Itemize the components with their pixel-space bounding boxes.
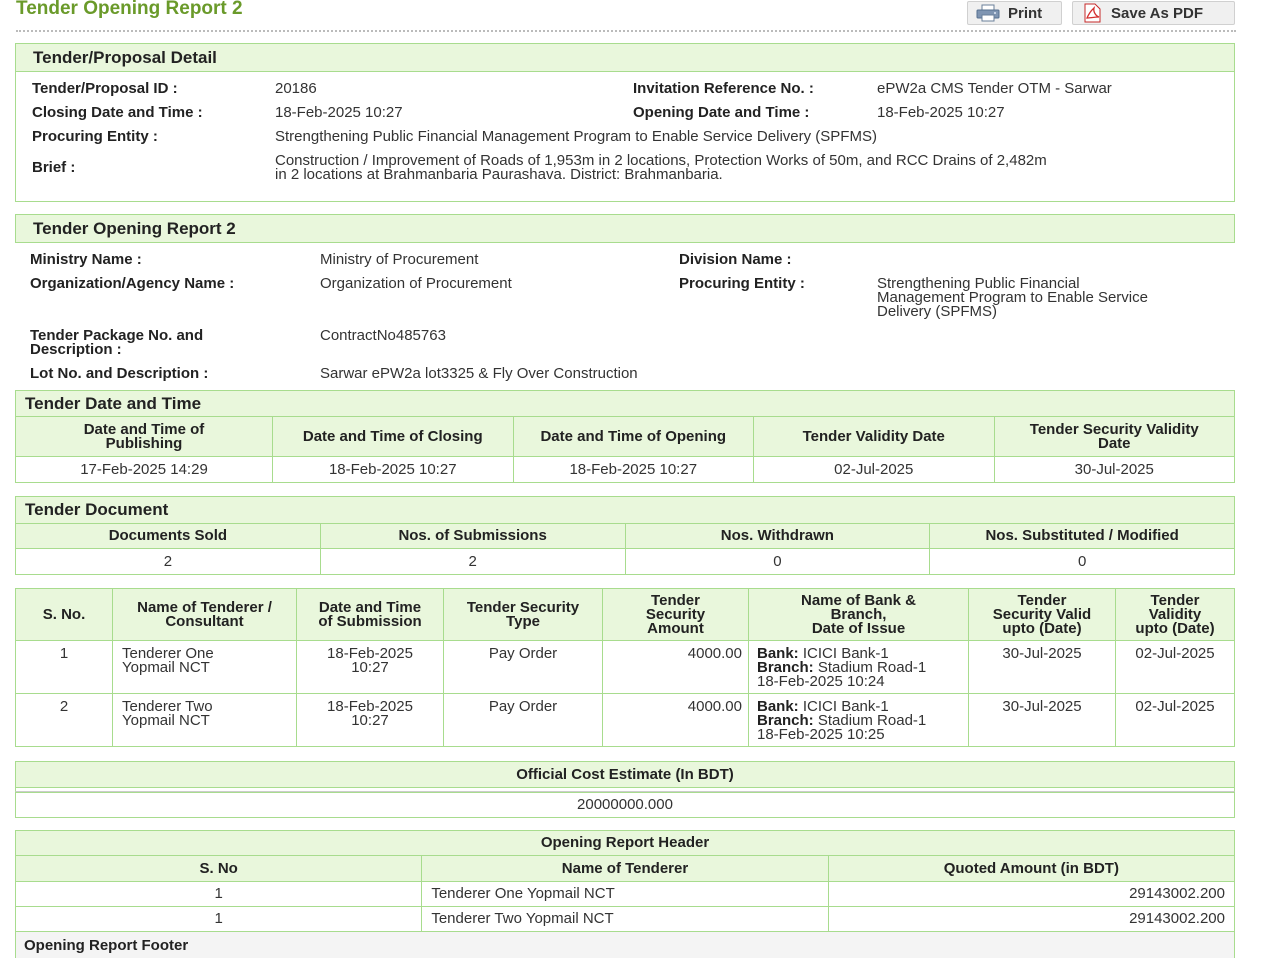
opening-row-amount: 29143002.200 — [828, 907, 1234, 932]
row-security-valid-upto: 30-Jul-2025 — [969, 641, 1116, 694]
procuring-entity-line-3: Delivery (SPFMS) — [877, 303, 998, 320]
col-substituted: Nos. Substituted / Modified — [930, 524, 1235, 549]
procuring-entity-label-2: Procuring Entity : — [679, 275, 805, 292]
tender-dates-title: Tender Date and Time — [15, 390, 1235, 416]
opening-report-footer-title: Opening Report Footer — [15, 932, 1235, 958]
row-submission-time: 18-Feb-2025 10:27 — [297, 694, 444, 747]
opening-row-name: Tenderer One Yopmail NCT — [422, 882, 828, 907]
division-label: Division Name : — [679, 251, 792, 268]
opening-value-cell: 18-Feb-2025 10:27 — [513, 457, 754, 483]
save-pdf-button[interactable] — [1072, 1, 1235, 25]
tenderers-table — [15, 588, 1235, 747]
table-row — [16, 694, 1235, 747]
tender-id-label: Tender/Proposal ID : — [32, 80, 178, 97]
package-label-line-2: Description : — [30, 341, 122, 358]
print-label: Print — [1008, 4, 1043, 22]
col-submission-time: Date and Time of Submission — [297, 589, 444, 641]
pdf-label: Save As PDF — [1111, 4, 1203, 22]
row-security-type: Pay Order — [444, 641, 603, 694]
col-security-type: Tender Security Type — [444, 589, 603, 641]
brief-line-2: in 2 locations at Brahmanbaria Paurashava. District: Brahmanbaria. — [275, 166, 723, 183]
closing-label: Closing Date and Time : — [32, 104, 203, 121]
opening-row-sno: 1 — [16, 907, 422, 932]
row-validity-upto: 02-Jul-2025 — [1116, 694, 1235, 747]
tender-detail-panel — [15, 43, 1235, 202]
opening-report-header-title: Opening Report Header — [16, 831, 1235, 856]
col-opening-name: Name of Tenderer — [422, 856, 828, 882]
print-button[interactable] — [967, 1, 1062, 25]
row-sno: 2 — [16, 694, 113, 747]
validity-value: 02-Jul-2025 — [754, 457, 995, 483]
tender-document-table — [15, 496, 1235, 575]
ministry-value: Ministry of Procurement — [320, 251, 479, 268]
ministry-label: Ministry Name : — [30, 251, 142, 268]
invitation-ref-value: ePW2a CMS Tender OTM - Sarwar — [877, 80, 1112, 97]
col-validity: Tender Validity Date — [754, 417, 995, 457]
brief-label: Brief : — [32, 159, 76, 176]
table-row — [16, 882, 1235, 907]
col-security-amount: Tender Security Amount — [603, 589, 749, 641]
procuring-entity-label: Procuring Entity : — [32, 128, 158, 145]
organization-value: Organization of Procurement — [320, 275, 512, 292]
row-bank: Bank: ICICI Bank-1 Branch: Stadium Road-1 18-Feb-2025 10:25 — [749, 694, 969, 747]
opening-row-name: Tenderer Two Yopmail NCT — [422, 907, 828, 932]
col-submissions: Nos. of Submissions — [320, 524, 625, 549]
substituted-value: 0 — [930, 549, 1235, 575]
col-security-validity: Tender Security Validity Date — [994, 417, 1235, 457]
col-opening: Date and Time of Opening — [513, 417, 754, 457]
cost-estimate-value: 20000000.000 — [16, 793, 1235, 818]
printer-icon — [976, 4, 1000, 22]
report-section — [15, 214, 1235, 243]
report-heading: Tender Opening Report 2 — [16, 215, 1234, 242]
table-row — [16, 549, 1235, 575]
page-title: Tender Opening Report 2 — [16, 0, 243, 19]
col-withdrawn: Nos. Withdrawn — [625, 524, 930, 549]
col-documents-sold: Documents Sold — [16, 524, 321, 549]
row-tenderer-name: Tenderer One Yopmail NCT — [113, 641, 297, 694]
opening-row-amount: 29143002.200 — [828, 882, 1234, 907]
procuring-entity-value: Strengthening Public Financial Management Program to Enable Service Delivery (SPFMS) — [275, 128, 877, 145]
tender-detail-heading: Tender/Proposal Detail — [16, 44, 1234, 72]
opening-row-sno: 1 — [16, 882, 422, 907]
opening-report-header-table — [15, 830, 1235, 958]
col-sno: S. No. — [16, 589, 113, 641]
tender-document-title: Tender Document — [15, 496, 1235, 523]
row-validity-upto: 02-Jul-2025 — [1116, 641, 1235, 694]
col-quoted-amount: Quoted Amount (in BDT) — [828, 856, 1234, 882]
package-label-line-1: Tender Package No. and — [30, 327, 204, 344]
col-tenderer-name: Name of Tenderer / Consultant — [113, 589, 297, 641]
row-security-valid-upto: 30-Jul-2025 — [969, 694, 1116, 747]
row-submission-time: 18-Feb-2025 10:27 — [297, 641, 444, 694]
closing-value-cell: 18-Feb-2025 10:27 — [273, 457, 514, 483]
tender-dates-table — [15, 390, 1235, 483]
closing-value: 18-Feb-2025 10:27 — [275, 104, 403, 121]
col-closing: Date and Time of Closing — [273, 417, 514, 457]
table-row — [16, 457, 1235, 483]
row-tenderer-name: Tenderer Two Yopmail NCT — [113, 694, 297, 747]
lot-label: Lot No. and Description : — [30, 365, 209, 382]
row-bank: Bank: ICICI Bank-1 Branch: Stadium Road-1 18-Feb-2025 10:24 — [749, 641, 969, 694]
withdrawn-value: 0 — [625, 549, 930, 575]
brief-line-1: Construction / Improvement of Roads of 1,953m in 2 locations, Protection Works of 50m, and RCC Drains of 2,482m — [275, 152, 1047, 169]
row-security-amount: 4000.00 — [603, 641, 749, 694]
col-bank: Name of Bank & Branch, Date of Issue — [749, 589, 969, 641]
lot-value: Sarwar ePW2a lot3325 & Fly Over Construction — [320, 365, 638, 382]
col-opening-sno: S. No — [16, 856, 422, 882]
col-validity-upto: Tender Validity upto (Date) — [1116, 589, 1235, 641]
documents-sold-value: 2 — [16, 549, 321, 575]
row-security-type: Pay Order — [444, 694, 603, 747]
invitation-ref-label: Invitation Reference No. : — [633, 80, 814, 97]
col-security-valid-upto: Tender Security Valid upto (Date) — [969, 589, 1116, 641]
procuring-entity-line-1: Strengthening Public Financial — [877, 275, 1080, 292]
package-value: ContractNo485763 — [320, 327, 446, 344]
organization-label: Organization/Agency Name : — [30, 275, 235, 292]
submissions-value: 2 — [320, 549, 625, 575]
pdf-icon — [1081, 3, 1103, 23]
table-row — [16, 907, 1235, 932]
row-sno: 1 — [16, 641, 113, 694]
opening-value: 18-Feb-2025 10:27 — [877, 104, 1005, 121]
table-row — [16, 641, 1235, 694]
security-validity-value: 30-Jul-2025 — [994, 457, 1235, 483]
opening-label: Opening Date and Time : — [633, 104, 810, 121]
cost-estimate-table — [15, 761, 1235, 818]
col-publishing: Date and Time of Publishing — [16, 417, 273, 457]
row-security-amount: 4000.00 — [603, 694, 749, 747]
page-header — [16, 0, 1236, 32]
procuring-entity-line-2: Management Program to Enable Service — [877, 289, 1148, 306]
tender-id-value: 20186 — [275, 80, 317, 97]
cost-estimate-title: Official Cost Estimate (In BDT) — [16, 762, 1235, 788]
publishing-value: 17-Feb-2025 14:29 — [16, 457, 273, 483]
